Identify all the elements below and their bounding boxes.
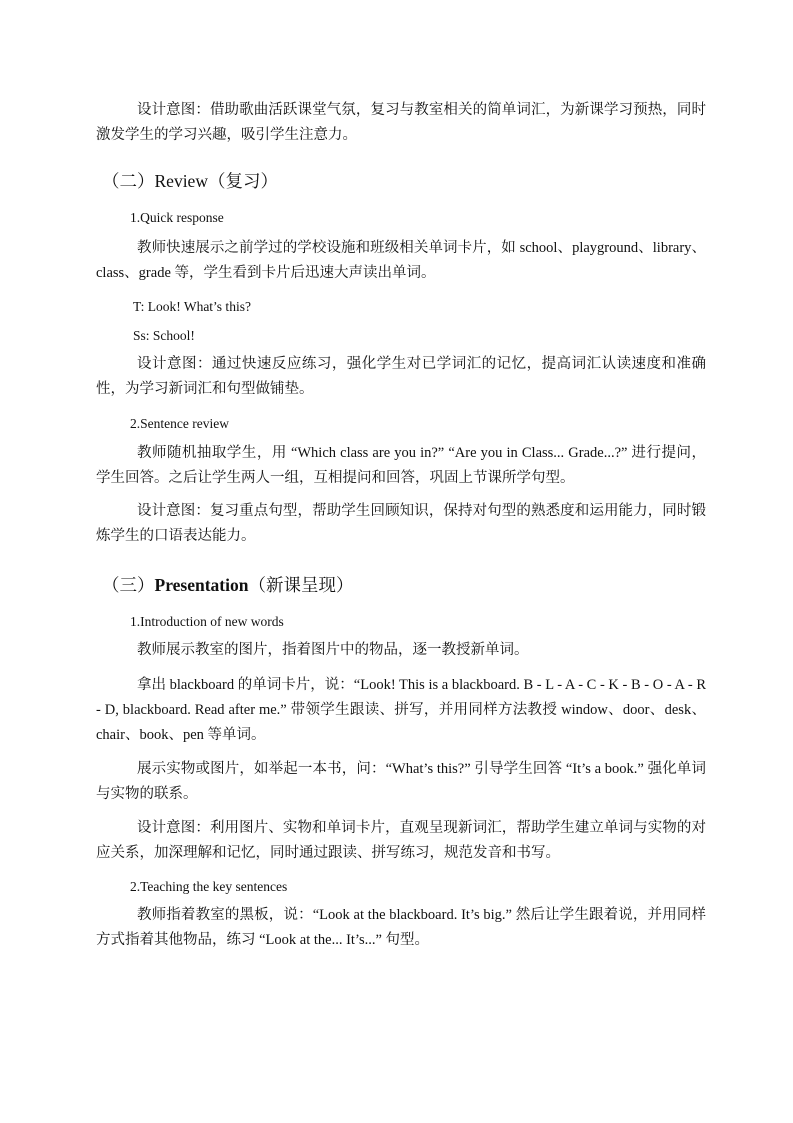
design-intent-paragraph: 设计意图：利用图片、实物和单词卡片，直观呈现新词汇，帮助学生建立单词与实物的对应关系，加深理解和记忆，同时通过跟读、拼写练习，规范发音和书写。: [96, 820, 706, 861]
body-paragraph: 展示实物或图片，如举起一本书，问：“What’s this?” 引导学生回答 “It’s a book.” 强化单词与实物的联系。: [96, 761, 706, 802]
body-paragraph: 教师快速展示之前学过的学校设施和班级相关单词卡片，如 school、playground、library、class、grade 等，学生看到卡片后迅速大声读出单词。: [96, 240, 706, 281]
subsection-title: 1.Quick response: [130, 210, 224, 225]
section-heading-presentation: [102, 572, 353, 598]
section-title-zh: （新课呈现）: [248, 575, 354, 595]
dialog-line-teacher: T: Look! What’s this?: [133, 299, 251, 314]
body-paragraph: 教师指着教室的黑板，说：“Look at the blackboard. It’s big.” 然后让学生跟着说，并用同样方式指着其他物品，练习 “Look at the... It’s...” 句型。: [96, 907, 706, 948]
subsection-title: 2.Teaching the key sentences: [130, 879, 288, 894]
subsection-title: 1.Introduction of new words: [130, 614, 284, 629]
design-intent-paragraph: 设计意图：通过快速反应练习，强化学生对已学词汇的记忆，提高词汇认读速度和准确性，为学习新词汇和句型做铺垫。: [96, 356, 706, 397]
section-heading-review: [102, 168, 278, 194]
design-intent-paragraph: 设计意图：复习重点句型，帮助学生回顾知识，保持对句型的熟悉度和运用能力，同时锻炼学生的口语表达能力。: [96, 503, 706, 544]
section-number: （三）: [102, 575, 155, 595]
design-intent-paragraph: 设计意图：借助歌曲活跃课堂气氛，复习与教室相关的简单词汇，为新课学习预热，同时激发学生的学习兴趣，吸引学生注意力。: [96, 102, 706, 143]
section-number: （二）: [102, 171, 155, 191]
section-title-zh: （复习）: [207, 171, 278, 191]
dialog-line-students: Ss: School!: [133, 328, 195, 343]
subsection-title: 2.Sentence review: [130, 416, 229, 431]
body-paragraph: 教师展示教室的图片，指着图片中的物品，逐一教授新单词。: [137, 642, 529, 658]
section-title-en: Review: [154, 171, 208, 191]
section-title-en: Presentation: [154, 575, 249, 595]
body-paragraph: 教师随机抽取学生，用 “Which class are you in?” “Are you in Class... Grade...?” 进行提问，学生回答。之后让学生两人一组，互相提问和回答，巩固上节课所学句型。: [96, 445, 706, 486]
body-paragraph: 拿出 blackboard 的单词卡片，说：“Look! This is a blackboard. B - L - A - C - K - B - O - A - R - D, blackboard. Read after me.” 带领学生跟读、拼写，并用同样方法教授 window、door、desk、chair、book、pen 等单词。: [96, 677, 706, 743]
